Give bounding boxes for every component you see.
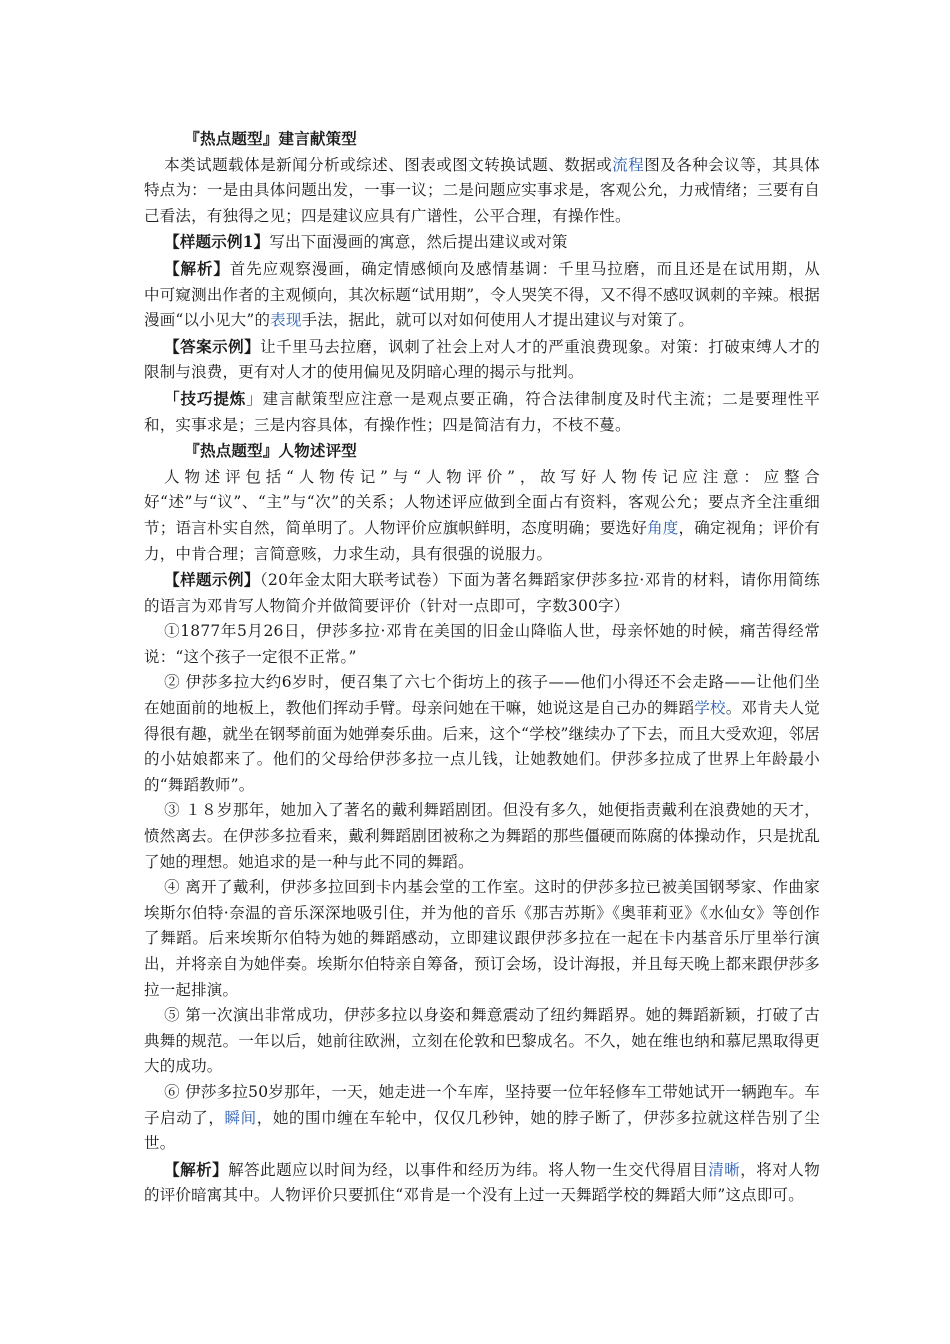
- body-text: ② 伊莎多拉大约6岁时，便召集了六七个街坊上的孩子——他们小得还不会走路——让他们坐在她面前的地板上，教他们挥动手臂。母亲问她在干嘛，她说这是自己办的舞蹈: [144, 673, 820, 718]
- paragraph: [144, 256, 836, 334]
- body-text: 首先应观察漫画，确定情感倾向及感情基调：千里马拉磨，而且还是在试用期，从 中可窥测出作者的主观倾向，其次标题“试用期”，令人哭笑不得，又不得不感叹讽刺的辛辣。根据漫画“以小见大”的: [144, 259, 836, 330]
- body-text: 写出下面漫画的寓意，然后提出建议或对策: [269, 233, 568, 252]
- document-page: [144, 126, 836, 1209]
- paragraph: [144, 229, 820, 256]
- body-text: 图及各种会议等，其具体特点为：一是由具体问题出发，一事一议；二是问题应实事求是，客观公允，力戒情绪；三要有自己看法，有独得之见；四是建议应具有广谱性，公平合理，有操作性。: [144, 155, 821, 225]
- body-text: 人物述评包括“人物传记”与“人物评价”，故写好人物传记应注意：应整合好“述”与“议”、“主”与“次”的关系；人物述评应做到全面占有资料，客观公允；要点齐全注重细节；语言朴实自然，简单明了。人物评价应旗帜鲜明，态度明确；要选好: [144, 467, 820, 537]
- paragraph: [144, 465, 820, 567]
- body-text: 本类试题载体是新闻分析或综述、图表或图文转换试题、数据或: [164, 155, 613, 174]
- paragraph: [144, 153, 820, 230]
- paragraph: [144, 875, 820, 1003]
- bold-heading-text: 『热点题型』人物述评型: [184, 441, 357, 461]
- body-text: 解答此题应以时间为经，以事件和经历为纬。将人物一生交代得眉目: [228, 1160, 709, 1179]
- paragraph: [144, 567, 820, 619]
- body-text: ，她的围巾缠在车轮中，仅仅几秒钟，她的脖子断了，伊莎多拉就这样告别了尘世。: [144, 1108, 820, 1153]
- body-text: 。邓肯夫人觉得很有趣，就坐在钢琴前面为她弹奏乐曲。后来，这个“学校”继续办了下去，而且大受欢迎，邻居的小姑娘都来了。他们的父母给伊莎多拉一点儿钱，让她教她们。伊莎多拉成了世界上年龄最小的“舞蹈教师”。: [144, 699, 820, 794]
- hyperlink[interactable]: 表现: [270, 311, 302, 330]
- paragraph: [144, 670, 820, 798]
- body-text: ，将对人物的评价暗寓其中。人物评价只要抓住“邓肯是一个没有上过一天舞蹈学校的舞蹈大师”这点即可。: [144, 1160, 820, 1205]
- body-text: ④ 离开了戴利，伊莎多拉回到卡内基会堂的工作室。这时的伊莎多拉已被美国钢琴家、作曲家埃斯尔伯特·奈温的音乐深深地吸引住，并为他的音乐《那吉苏斯》《奥菲莉亚》《水仙女》等创作了舞蹈。后来埃斯尔伯特为她的舞蹈感动，立即建议跟伊莎多拉在一起在卡内基音乐厅里举行演出，并将亲自为她伴奏。埃斯尔伯特亲自筹备，预订会场，设计海报，并且每天晚上都来跟伊莎多拉一起排演。: [144, 878, 820, 999]
- body-text: 手法，据此，就可以对如何使用人才提出建议与对策了。: [301, 311, 695, 330]
- hyperlink[interactable]: 流程: [612, 155, 645, 174]
- paragraph: [144, 798, 820, 875]
- paragraph: [144, 386, 820, 438]
- paragraph: [144, 334, 820, 386]
- paragraph: [144, 438, 820, 465]
- paragraph: [144, 1003, 820, 1080]
- hyperlink[interactable]: 瞬间: [224, 1108, 257, 1127]
- body-text: ⑥ 伊莎多拉50岁那年，一天，她走进一个车库，坚持要一位年轻修车工带她试开一辆跑车。车子启动了，: [144, 1082, 820, 1127]
- paragraph: [144, 619, 820, 670]
- paragraph: [144, 126, 820, 153]
- paragraph: [144, 1157, 820, 1209]
- body-text: ，确定视角；评价有力，中肯合理；言简意赅，力求生动，具有很强的说服力。: [144, 518, 820, 563]
- hyperlink[interactable]: 角度: [647, 518, 679, 537]
- body-text: ①1877年5月26日，伊莎多拉·邓肯在美国的旧金山降临人世，母亲怀她的时候，痛苦得经常说：“这个孩子一定很不正常。”: [144, 622, 820, 666]
- bold-heading-text: 【解析】: [164, 1159, 229, 1179]
- bold-heading-text: 【答案示例】: [164, 336, 261, 356]
- hyperlink[interactable]: 清晰: [708, 1160, 741, 1179]
- bold-heading-text: 【样题示例】: [164, 570, 260, 590]
- body-text: ③ １８岁那年，她加入了著名的戴利舞蹈剧团。但没有多久，她便指责戴利在浪费她的天才，愤然离去。在伊莎多拉看来，戴利舞蹈剧团被称之为舞蹈的那些僵硬而陈腐的体操动作，只是扰乱了她的理想。她追求的是一种与此不同的舞蹈。: [144, 801, 820, 871]
- bold-heading-text: 「技巧提炼: [164, 388, 247, 408]
- bold-heading-text: 【样题示例1】: [164, 232, 270, 252]
- body-text: ⑤ 第一次演出非常成功，伊莎多拉以身姿和舞意震动了纽约舞蹈界。她的舞蹈新颖，打破了古典舞的规范。一年以后，她前往欧洲，立刻在伦敦和巴黎成名。不久，她在维也纳和慕尼黑取得更大的成功。: [144, 1006, 820, 1076]
- body-text: （20年金太阳大联考试卷）下面为著名舞蹈家伊莎多拉·邓肯的材料，请你用简练的语言为邓肯写人物简介并做简要评价（针对一点即可，字数300字）: [144, 571, 820, 615]
- bold-heading-text: 【解析】: [164, 258, 230, 278]
- body-text: 」建言献策型应注意一是观点要正确，符合法律制度及时代主流；二是要理性平和，实事求是；三是内容具体，有操作性；四是简洁有力，不枝不蔓。: [144, 389, 820, 434]
- body-text: 让千里马去拉磨，讽刺了社会上对人才的严重浪费现象。对策：打破束缚人才的限制与浪费，更有对人才的使用偏见及阴暗心理的揭示与批判。: [144, 337, 820, 382]
- bold-heading-text: 『热点题型』建言献策型: [184, 129, 357, 148]
- paragraph: [144, 1080, 820, 1157]
- hyperlink[interactable]: 学校: [694, 699, 726, 718]
